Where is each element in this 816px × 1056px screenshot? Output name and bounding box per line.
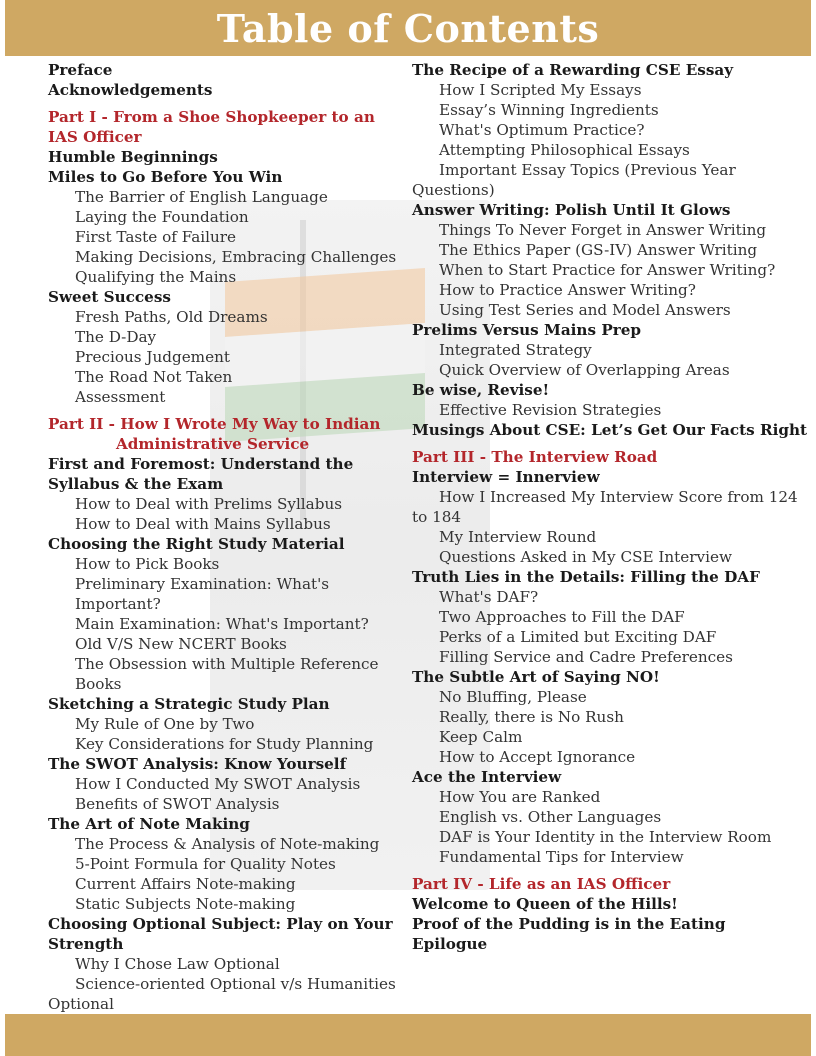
toc-section[interactable]: The D-Day xyxy=(75,328,157,346)
toc-section[interactable]: First Taste of Failure xyxy=(75,228,236,246)
toc-chapter[interactable]: Proof of the Pudding is in the Eating xyxy=(412,915,726,933)
toc-section[interactable]: Main Examination: What's Important? xyxy=(75,615,369,633)
toc-section[interactable]: Important Essay Topics (Previous Year Questions) xyxy=(412,161,736,199)
toc-chapter[interactable]: Be wise, Revise! xyxy=(412,381,550,399)
toc-section[interactable]: My Interview Round xyxy=(439,528,597,546)
toc-section[interactable]: Using Test Series and Model Answers xyxy=(439,301,731,319)
toc-section[interactable]: Questions Asked in My CSE Interview xyxy=(439,548,732,566)
toc-section[interactable]: How to Accept Ignorance xyxy=(439,748,636,766)
toc-section[interactable]: Keep Calm xyxy=(439,728,523,746)
toc-section[interactable]: Integrated Strategy xyxy=(439,341,592,359)
toc-section[interactable]: How You are Ranked xyxy=(439,788,601,806)
toc-section[interactable]: Qualifying the Mains xyxy=(75,268,237,286)
toc-section[interactable]: Old V/S New NCERT Books xyxy=(75,635,287,653)
toc-section[interactable]: The Road Not Taken xyxy=(75,368,233,386)
toc-chapter[interactable]: Sketching a Strategic Study Plan xyxy=(48,695,330,713)
toc-part-heading[interactable]: Part I - From a Shoe Shopkeeper to an IAS Officer xyxy=(48,108,375,146)
toc-chapter[interactable]: Acknowledgements xyxy=(48,81,213,99)
toc-section[interactable]: What's DAF? xyxy=(439,588,539,606)
toc-chapter[interactable]: Prelims Versus Mains Prep xyxy=(412,321,642,339)
toc-right-column xyxy=(412,60,812,954)
toc-section[interactable]: Assessment xyxy=(75,388,166,406)
toc-part-heading[interactable]: Part IV - Life as an IAS Officer xyxy=(412,875,671,893)
toc-chapter[interactable]: First and Foremost: Understand the Syllabus & the Exam xyxy=(48,455,354,493)
toc-chapter[interactable]: Ace the Interview xyxy=(412,768,562,786)
toc-chapter[interactable]: Sweet Success xyxy=(48,288,171,306)
toc-chapter[interactable]: Musings About CSE: Let’s Get Our Facts Right xyxy=(412,421,808,439)
toc-chapter[interactable]: The Recipe of a Rewarding CSE Essay xyxy=(412,61,734,79)
toc-chapter[interactable]: Miles to Go Before You Win xyxy=(48,168,283,186)
toc-chapter[interactable]: Interview = Innerview xyxy=(412,468,600,486)
toc-section[interactable]: Fresh Paths, Old Dreams xyxy=(75,308,268,326)
toc-section[interactable]: Really, there is No Rush xyxy=(439,708,624,726)
page-title: Table of Contents xyxy=(216,5,600,51)
toc-chapter[interactable]: The Art of Note Making xyxy=(48,815,250,833)
toc-section[interactable]: Static Subjects Note-making xyxy=(75,895,296,913)
toc-section[interactable]: How I Conducted My SWOT Analysis xyxy=(75,775,361,793)
toc-chapter[interactable]: Answer Writing: Polish Until It Glows xyxy=(412,201,731,219)
toc-section[interactable]: Things To Never Forget in Answer Writing xyxy=(439,221,767,239)
toc-chapter[interactable]: The Subtle Art of Saying NO! xyxy=(412,668,660,686)
toc-section[interactable]: The Process & Analysis of Note-making xyxy=(75,835,380,853)
toc-section[interactable]: 5-Point Formula for Quality Notes xyxy=(75,855,336,873)
toc-section[interactable]: Preliminary Examination: What's Important? xyxy=(75,575,330,613)
toc-left-column xyxy=(48,60,408,1034)
toc-section[interactable]: The Obsession with Multiple Reference Books xyxy=(75,655,379,693)
toc-section[interactable]: English vs. Other Languages xyxy=(439,808,662,826)
toc-section[interactable]: My Rule of One by Two xyxy=(75,715,255,733)
toc-chapter[interactable]: Choosing Optional Subject: Play on Your Strength xyxy=(48,915,393,953)
toc-section[interactable]: Key Considerations for Study Planning xyxy=(75,735,374,753)
toc-chapter[interactable]: Epilogue xyxy=(412,935,488,953)
toc-section[interactable]: Laying the Foundation xyxy=(75,208,249,226)
toc-section[interactable]: Two Approaches to Fill the DAF xyxy=(439,608,685,626)
toc-section[interactable]: Effective Revision Strategies xyxy=(439,401,662,419)
toc-chapter[interactable]: Choosing the Right Study Material xyxy=(48,535,345,553)
toc-section[interactable]: Current Affairs Note-making xyxy=(75,875,296,893)
toc-chapter[interactable]: The SWOT Analysis: Know Yourself xyxy=(48,755,347,773)
toc-section[interactable]: The Barrier of English Language xyxy=(75,188,328,206)
toc-part-heading[interactable]: Part II - How I Wrote My Way to Indian Administrative Service xyxy=(48,415,381,453)
toc-section[interactable]: Essay’s Winning Ingredients xyxy=(439,101,659,119)
toc-section[interactable]: The Ethics Paper (GS-IV) Answer Writing xyxy=(439,241,758,259)
toc-section[interactable]: How I Increased My Interview Score from 124 to 184 xyxy=(412,488,798,526)
toc-section[interactable]: How to Deal with Prelims Syllabus xyxy=(75,495,343,513)
toc-section[interactable]: Perks of a Limited but Exciting DAF xyxy=(439,628,717,646)
toc-section[interactable]: Precious Judgement xyxy=(75,348,230,366)
toc-section[interactable]: Science-oriented Optional v/s Humanities Optional xyxy=(48,975,396,1013)
toc-chapter[interactable]: Truth Lies in the Details: Filling the DAF xyxy=(412,568,760,586)
toc-section[interactable]: How to Pick Books xyxy=(75,555,220,573)
toc-section[interactable]: What's Optimum Practice? xyxy=(439,121,645,139)
toc-section[interactable]: Benefits of SWOT Analysis xyxy=(75,795,280,813)
toc-section[interactable]: Fundamental Tips for Interview xyxy=(439,848,684,866)
toc-section[interactable]: Quick Overview of Overlapping Areas xyxy=(439,361,730,379)
toc-section[interactable]: When to Start Practice for Answer Writing? xyxy=(439,261,776,279)
toc-section[interactable]: DAF is Your Identity in the Interview Room xyxy=(439,828,772,846)
toc-section[interactable]: How to Practice Answer Writing? xyxy=(439,281,696,299)
toc-section[interactable]: Attempting Philosophical Essays xyxy=(439,141,690,159)
toc-part-heading[interactable]: Part III - The Interview Road xyxy=(412,448,658,466)
toc-section[interactable]: No Bluffing, Please xyxy=(439,688,587,706)
toc-section[interactable]: Filling Service and Cadre Preferences xyxy=(439,648,733,666)
toc-chapter[interactable]: Welcome to Queen of the Hills! xyxy=(412,895,678,913)
toc-section[interactable]: Making Decisions, Embracing Challenges xyxy=(75,248,397,266)
toc-chapter[interactable]: Preface xyxy=(48,61,113,79)
toc-section[interactable]: How I Scripted My Essays xyxy=(439,81,642,99)
title-banner xyxy=(5,0,811,56)
footer-banner xyxy=(5,1014,811,1056)
toc-chapter[interactable]: Humble Beginnings xyxy=(48,148,218,166)
toc-section[interactable]: Why I Chose Law Optional xyxy=(75,955,280,973)
toc-section[interactable]: How to Deal with Mains Syllabus xyxy=(75,515,331,533)
